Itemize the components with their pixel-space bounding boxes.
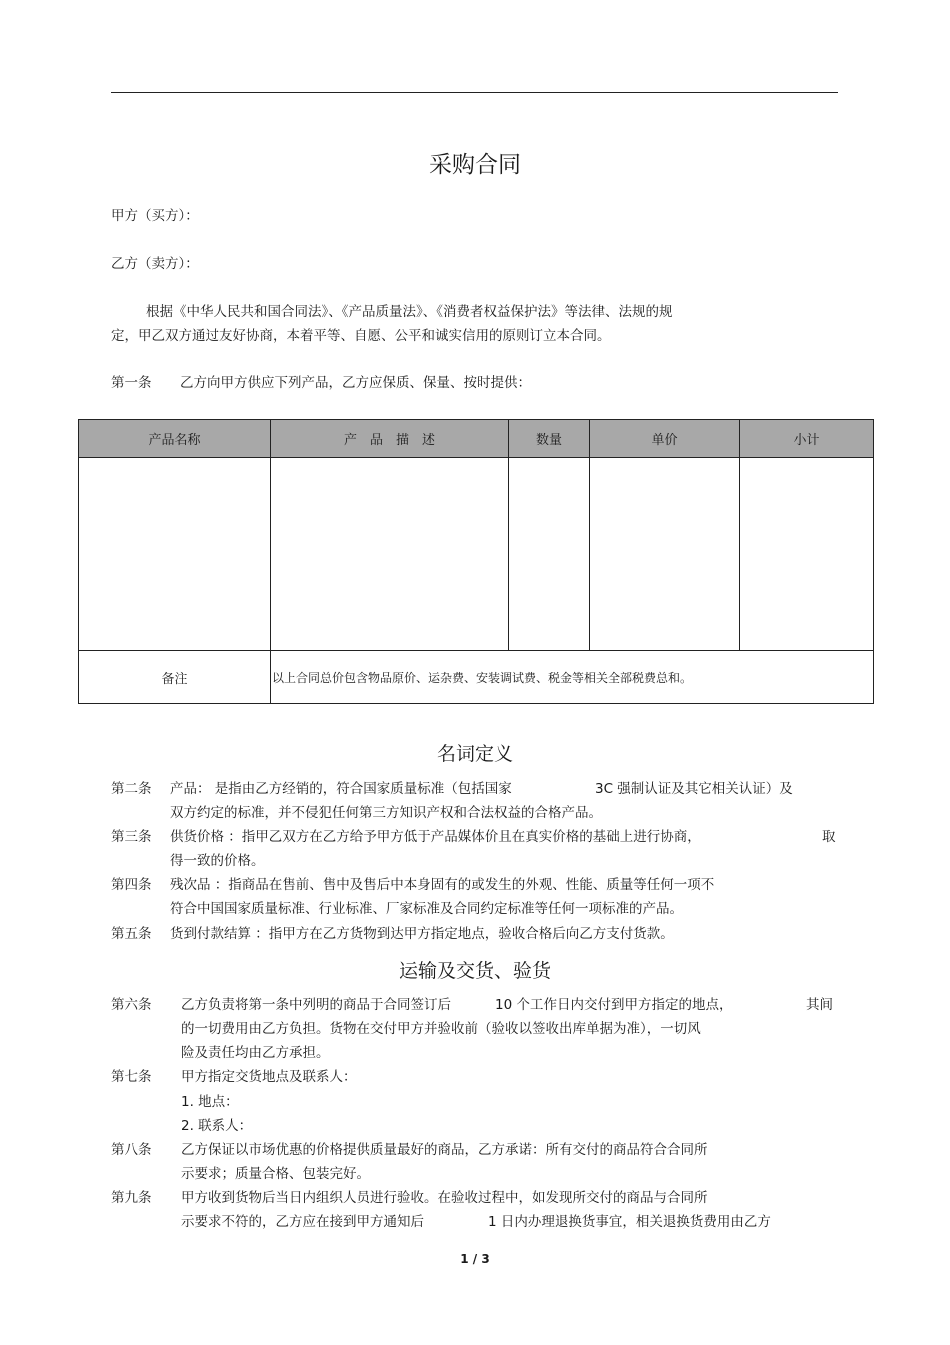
article-1-text: 乙方向甲方供应下列产品，乙方应保质、保量、按时提供： — [180, 375, 531, 391]
preamble-line-1: 根据《中华人民共和国合同法》、《产品质量法》、《消费者权益保护法》等法律、法规的规 — [146, 304, 673, 320]
article-7-location: 1. 地点： — [181, 1094, 239, 1110]
cell-subtotal[interactable] — [740, 458, 874, 651]
article-8-line-2: 示要求；质量合格、包装完好。 — [181, 1166, 370, 1182]
article-1-number: 第一条 — [111, 375, 152, 391]
article-3-number: 第三条 — [111, 829, 152, 845]
article-9-number: 第九条 — [111, 1190, 152, 1206]
article-6-line-1a: 乙方负责将第一条中列明的商品于合同签订后 — [181, 997, 451, 1013]
article-2-line-1a: 产品： 是指由乙方经销的，符合国家质量标准（包括国家 — [170, 781, 512, 797]
section-title-definitions: 名词定义 — [436, 743, 513, 765]
product-table-header-row — [79, 420, 874, 458]
remark-text: 以上合同总价包含物品原价、运杂费、安装调试费、税金等相关全部税费总和。 — [271, 651, 874, 704]
article-3-line-2: 得一致的价格。 — [170, 853, 265, 869]
remark-label: 备注 — [79, 651, 271, 704]
cell-product-description[interactable] — [271, 458, 509, 651]
product-table — [78, 419, 874, 704]
header-product-name: 产品名称 — [79, 420, 271, 458]
article-9-line-2a: 示要求不符的，乙方应在接到甲方通知后 — [181, 1214, 424, 1230]
cell-product-name[interactable] — [79, 458, 271, 651]
article-6-line-2: 的一切费用由乙方负担。货物在交付甲方并验收前（验收以签收出库单据为准），一切风 — [181, 1021, 701, 1037]
article-8-number: 第八条 — [111, 1142, 152, 1158]
page-number: 1 / 3 — [460, 1252, 490, 1266]
article-5-number: 第五条 — [111, 926, 152, 942]
article-4-line-1: 残次品 ：指商品在售前、售中及售后中本身固有的或发生的外观、性能、质量等任何一项不 — [170, 877, 715, 893]
section-title-transport: 运输及交货、验货 — [398, 960, 551, 982]
article-7-number: 第七条 — [111, 1069, 152, 1085]
header-quantity: 数量 — [509, 420, 590, 458]
document-title: 采购合同 — [429, 152, 521, 178]
article-6-line-1c: 其间 — [806, 997, 833, 1013]
article-8-line-1: 乙方保证以市场优惠的价格提供质量最好的商品，乙方承诺：所有交付的商品符合合同所 — [181, 1142, 708, 1158]
article-3-line-1a: 供货价格 ：指甲乙双方在乙方给予甲方低于产品媒体价且在真实价格的基础上进行协商， — [170, 829, 701, 845]
article-2-number: 第二条 — [111, 781, 152, 797]
header-product-description: 产 品 描 述 — [271, 420, 509, 458]
party-b-label: 乙方（卖方）： — [111, 256, 199, 272]
cell-quantity[interactable] — [509, 458, 590, 651]
article-6-line-1b: 10 个工作日内交付到甲方指定的地点， — [495, 997, 733, 1013]
header-unit-price: 单价 — [590, 420, 740, 458]
article-4-line-2: 符合中国国家质量标准、行业标准、厂家标准及合同约定标准等任何一项标准的产品。 — [170, 901, 683, 917]
article-3-line-1b: 取 — [822, 829, 836, 845]
article-6-line-3: 险及责任均由乙方承担。 — [181, 1045, 330, 1061]
article-7-contact: 2. 联系人： — [181, 1118, 253, 1134]
article-6-number: 第六条 — [111, 997, 152, 1013]
remark-row — [79, 651, 874, 704]
preamble-line-2: 定，甲乙双方通过友好协商，本着平等、自愿、公平和诚实信用的原则订立本合同。 — [111, 328, 611, 344]
cell-unit-price[interactable] — [590, 458, 740, 651]
article-4-number: 第四条 — [111, 877, 152, 893]
party-a-label: 甲方（买方）： — [111, 208, 199, 224]
product-table-row — [79, 458, 874, 651]
article-2-line-1b: 3C 强制认证及其它相关认证）及 — [595, 781, 793, 797]
header-rule — [111, 92, 838, 93]
article-9-line-2b: 1 日内办理退换货事宜，相关退换货费用由乙方 — [488, 1214, 771, 1230]
article-2-line-2: 双方约定的标准，并不侵犯任何第三方知识产权和合法权益的合格产品。 — [170, 805, 602, 821]
article-9-line-1: 甲方收到货物后当日内组织人员进行验收。在验收过程中，如发现所交付的商品与合同所 — [181, 1190, 708, 1206]
article-7-line-1: 甲方指定交货地点及联系人： — [181, 1069, 357, 1085]
header-subtotal: 小计 — [740, 420, 874, 458]
article-5-line-1: 货到付款结算 ：指甲方在乙方货物到达甲方指定地点，验收合格后向乙方支付货款。 — [170, 926, 674, 942]
